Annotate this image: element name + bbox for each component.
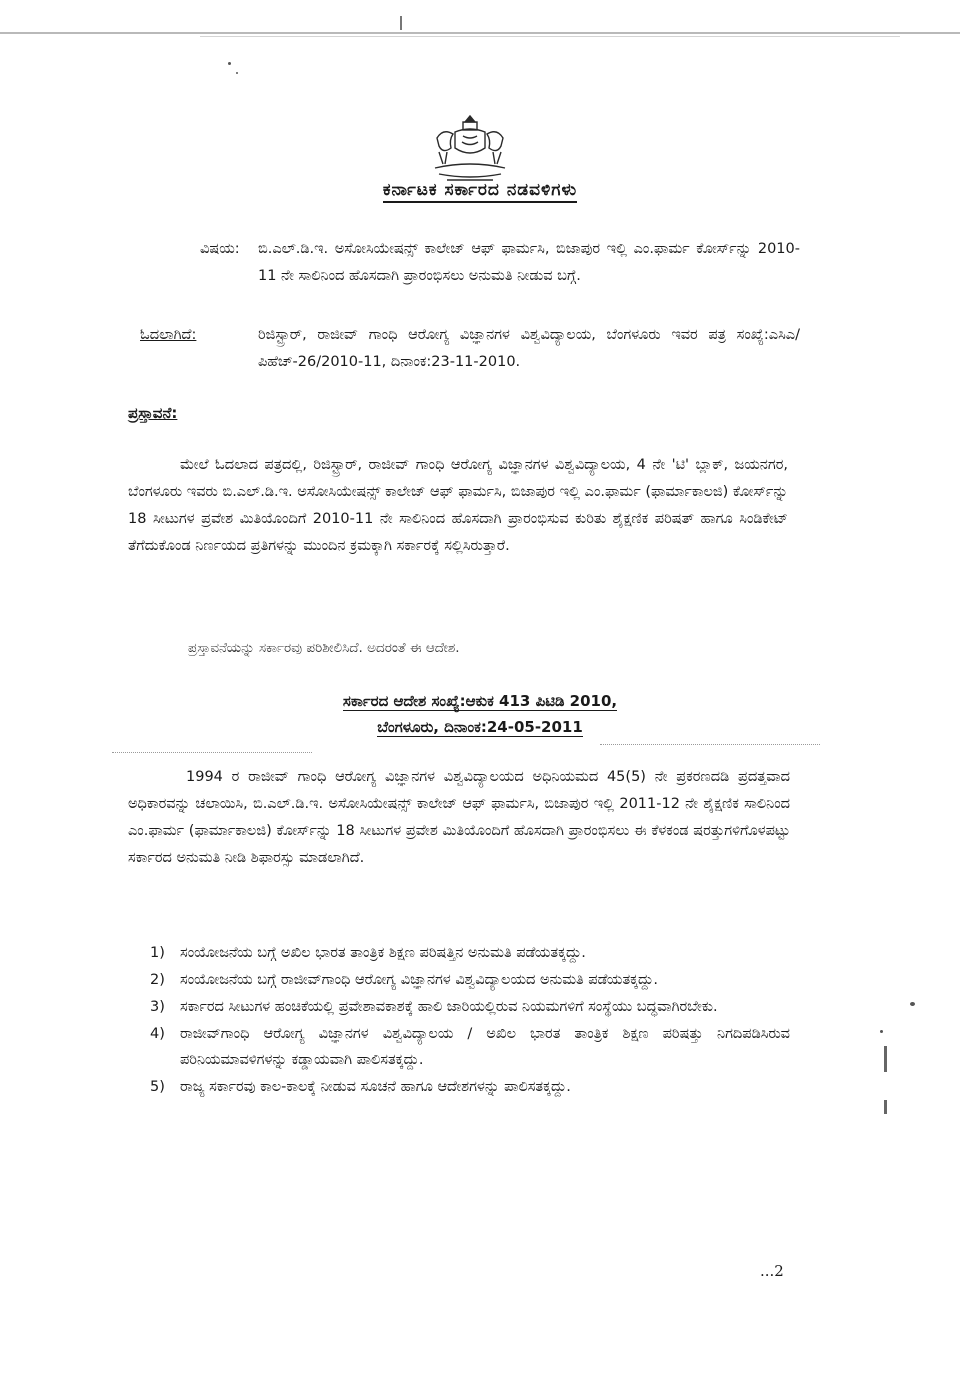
subject-block bbox=[200, 236, 800, 290]
state-emblem-icon bbox=[425, 112, 515, 188]
margin-mark bbox=[884, 1100, 887, 1114]
condition-number: 2) bbox=[150, 972, 165, 988]
document-heading-text: ಕರ್ನಾಟಕ ಸರ್ಕಾರದ ನಡವಳಿಗಳು bbox=[383, 180, 577, 203]
condition-number: 5) bbox=[150, 1079, 165, 1095]
condition-text: ಸಂಯೋಜನೆಯ ಬಗ್ಗೆ ರಾಜೀವ್‌ಗಾಂಧಿ ಆರೋಗ್ಯ ವಿಜ್ಞಾನಗಳ ವಿಶ್ವವಿದ್ಯಾಲಯದ ಅನುಮತಿ ಪಡೆಯತಕ್ಕದ್ದು. bbox=[180, 972, 658, 988]
scan-mark bbox=[400, 16, 402, 30]
next-page-marker: ...2 bbox=[760, 1262, 784, 1280]
condition-item bbox=[150, 1021, 790, 1073]
dotted-rule bbox=[600, 744, 820, 745]
scan-speck bbox=[880, 1030, 883, 1033]
subject-label: ವಿಷಯ: bbox=[200, 241, 240, 257]
preamble-paragraph: ಮೇಲೆ ಓದಲಾದ ಪತ್ರದಲ್ಲಿ, ರಿಜಿಸ್ಟ್ರಾರ್, ರಾಜೀವ್ ಗಾಂಧಿ ಆರೋಗ್ಯ ವಿಜ್ಞಾನಗಳ ವಿಶ್ವವಿದ್ಯಾಲಯ, 4 ನೇ 'ಟಿ' ಬ್ಲಾಕ್, ಜಯನಗರ, ಬೆಂಗಳೂರು ಇವರು ಬಿ.ಎಲ್.ಡಿ.ಇ. ಅಸೋಸಿಯೇಷನ್ಸ್ ಕಾಲೇಜ್ ಆಫ್ ಫಾರ್ಮಸಿ, ಬಿಜಾಪುರ ಇಲ್ಲಿ ಎಂ.ಫಾರ್ಮ (ಫಾರ್ಮಾಕಾಲಜಿ) ಕೋರ್ಸ್‌ನ್ನು 18 ಸೀಟುಗಳ ಪ್ರವೇಶ ಮಿತಿಯೊಂದಿಗೆ 2010-11 ನೇ ಸಾಲಿನಿಂದ ಹೊಸದಾಗಿ ಪ್ರಾರಂಭಿಸುವ ಕುರಿತು ಶೈಕ್ಷಣಿಕ ಪರಿಷತ್ ಹಾಗೂ ಸಿಂಡಿಕೇಟ್ ತೆಗೆದುಕೊಂಡ ನಿರ್ಣಯದ ಪ್ರತಿಗಳನ್ನು ಮುಂದಿನ ಕ್ರಮಕ್ಕಾಗಿ ಸರ್ಕಾರಕ್ಕೆ ಸಲ್ಲಿಸಿರುತ್ತಾರೆ. bbox=[128, 457, 788, 554]
scan-speck bbox=[910, 1002, 915, 1006]
document-heading bbox=[0, 180, 960, 200]
reference-label: ಓದಲಾಗಿದೆ: bbox=[140, 327, 197, 343]
subject-text: ಬಿ.ಎಲ್.ಡಿ.ಇ. ಅಸೋಸಿಯೇಷನ್ಸ್ ಕಾಲೇಜ್ ಆಫ್ ಫಾರ್ಮಸಿ, ಬಿಜಾಪುರ ಇಲ್ಲಿ ಎಂ.ಫಾರ್ಮ ಕೋರ್ಸ್‌ನ್ನು 2010-11 ನೇ ಸಾಲಿನಿಂದ ಹೊಸದಾಗಿ ಪ್ರಾರಂಭಿಸಲು ಅನುಮತಿ ನೀಡುವ ಬಗ್ಗೆ. bbox=[258, 241, 800, 284]
condition-text: ಸಂಯೋಜನೆಯ ಬಗ್ಗೆ ಅಖಿಲ ಭಾರತ ತಾಂತ್ರಿಕ ಶಿಕ್ಷಣ ಪರಿಷತ್ತಿನ ಅನುಮತಿ ಪಡೆಯತಕ್ಕದ್ದು. bbox=[180, 945, 586, 961]
condition-number: 3) bbox=[150, 999, 165, 1015]
condition-text: ಸರ್ಕಾರದ ಸೀಟುಗಳ ಹಂಚಿಕೆಯಲ್ಲಿ ಪ್ರವೇಶಾವಕಾಶಕ್ಕೆ ಹಾಲಿ ಜಾರಿಯಲ್ಲಿರುವ ನಿಯಮಗಳಿಗೆ ಸಂಸ್ಥೆಯು ಬದ್ಧವಾಗಿರಬೇಕು. bbox=[180, 999, 718, 1015]
reference-block bbox=[140, 322, 800, 376]
order-place-date: ಬೆಂಗಳೂರು, ದಿನಾಂಕ:24-05-2011 bbox=[377, 718, 583, 736]
margin-mark bbox=[884, 1046, 887, 1072]
condition-item bbox=[150, 1074, 790, 1100]
condition-text: ರಾಜ್ಯ ಸರ್ಕಾರವು ಕಾಲ-ಕಾಲಕ್ಕೆ ನೀಡುವ ಸೂಚನೆ ಹಾಗೂ ಆದೇಶಗಳನ್ನು ಪಾಲಿಸತಕ್ಕದ್ದು. bbox=[180, 1079, 571, 1095]
conditions-list bbox=[150, 940, 790, 1101]
condition-item bbox=[150, 994, 790, 1020]
condition-number: 4) bbox=[150, 1026, 165, 1042]
reference-text: ರಿಜಿಸ್ಟ್ರಾರ್, ರಾಜೀವ್ ಗಾಂಧಿ ಆರೋಗ್ಯ ವಿಜ್ಞಾನಗಳ ವಿಶ್ವವಿದ್ಯಾಲಯ, ಬೆಂಗಳೂರು ಇವರ ಪತ್ರ ಸಂಖ್ಯೆ:ಎಸಿಎ/ಪಿಹೆಚ್-26/2010-11, ದಿನಾಂಕ:23-11-2010. bbox=[258, 327, 800, 370]
order-paragraph: 1994 ರ ರಾಜೀವ್ ಗಾಂಧಿ ಆರೋಗ್ಯ ವಿಜ್ಞಾನಗಳ ವಿಶ್ವವಿದ್ಯಾಲಯದ ಅಧಿನಿಯಮದ 45(5) ನೇ ಪ್ರಕರಣದಡಿ ಪ್ರದತ್ತವಾದ ಅಧಿಕಾರವನ್ನು ಚಲಾಯಿಸಿ, ಬಿ.ಎಲ್.ಡಿ.ಇ. ಅಸೋಸಿಯೇಷನ್ಸ್ ಕಾಲೇಜ್ ಆಫ್ ಫಾರ್ಮಸಿ, ಬಿಜಾಪುರ ಇಲ್ಲಿ 2011-12 ನೇ ಶೈಕ್ಷಣಿಕ ಸಾಲಿನಿಂದ ಎಂ.ಫಾರ್ಮ (ಫಾರ್ಮಾಕಾಲಜಿ) ಕೋರ್ಸ್‌ನ್ನು 18 ಸೀಟುಗಳ ಪ್ರವೇಶ ಮಿತಿಯೊಂದಿಗೆ ಹೊಸದಾಗಿ ಪ್ರಾರಂಭಿಸಲು ಈ ಕೆಳಕಂಡ ಷರತ್ತುಗಳಿಗೊಳಪಟ್ಟು ಸರ್ಕಾರದ ಅನುಮತಿ ನೀಡಿ ಶಿಫಾರಸ್ಸು ಮಾಡಲಾಗಿದೆ. bbox=[128, 769, 790, 866]
dotted-rule bbox=[112, 752, 312, 753]
preamble-title: ಪ್ರಸ್ತಾವನೆ: bbox=[128, 404, 178, 422]
condition-text: ರಾಜೀವ್‌ಗಾಂಧಿ ಆರೋಗ್ಯ ವಿಜ್ಞಾನಗಳ ವಿಶ್ವವಿದ್ಯಾಲಯ / ಅಖಿಲ ಭಾರತ ತಾಂತ್ರಿಕ ಶಿಕ್ಷಣ ಪರಿಷತ್ತು ನಿಗದಿಪಡಿಸಿರುವ ಪರಿನಿಯಮಾವಳಿಗಳನ್ನು ಕಡ್ಡಾಯವಾಗಿ ಪಾಲಿಸತಕ್ಕದ್ದು. bbox=[180, 1026, 790, 1068]
government-order-title bbox=[0, 688, 960, 740]
condition-item bbox=[150, 940, 790, 966]
scan-speck bbox=[228, 62, 231, 65]
order-number: ಸರ್ಕಾರದ ಆದೇಶ ಸಂಖ್ಯೆ:ಆಕುಕ 413 ಪಿಟಿಡಿ 2010, bbox=[342, 692, 618, 710]
condition-number: 1) bbox=[150, 945, 165, 961]
scan-top-edge bbox=[0, 32, 960, 34]
preamble-conclusion: ಪ್ರಸ್ತಾವನೆಯನ್ನು ಸರ್ಕಾರವು ಪರಿಶೀಲಿಸಿದೆ. ಅದರಂತೆ ಈ ಆದೇಶ. bbox=[188, 640, 460, 656]
scan-top-edge-secondary bbox=[200, 36, 900, 37]
scan-speck bbox=[236, 72, 238, 74]
condition-item bbox=[150, 967, 790, 993]
